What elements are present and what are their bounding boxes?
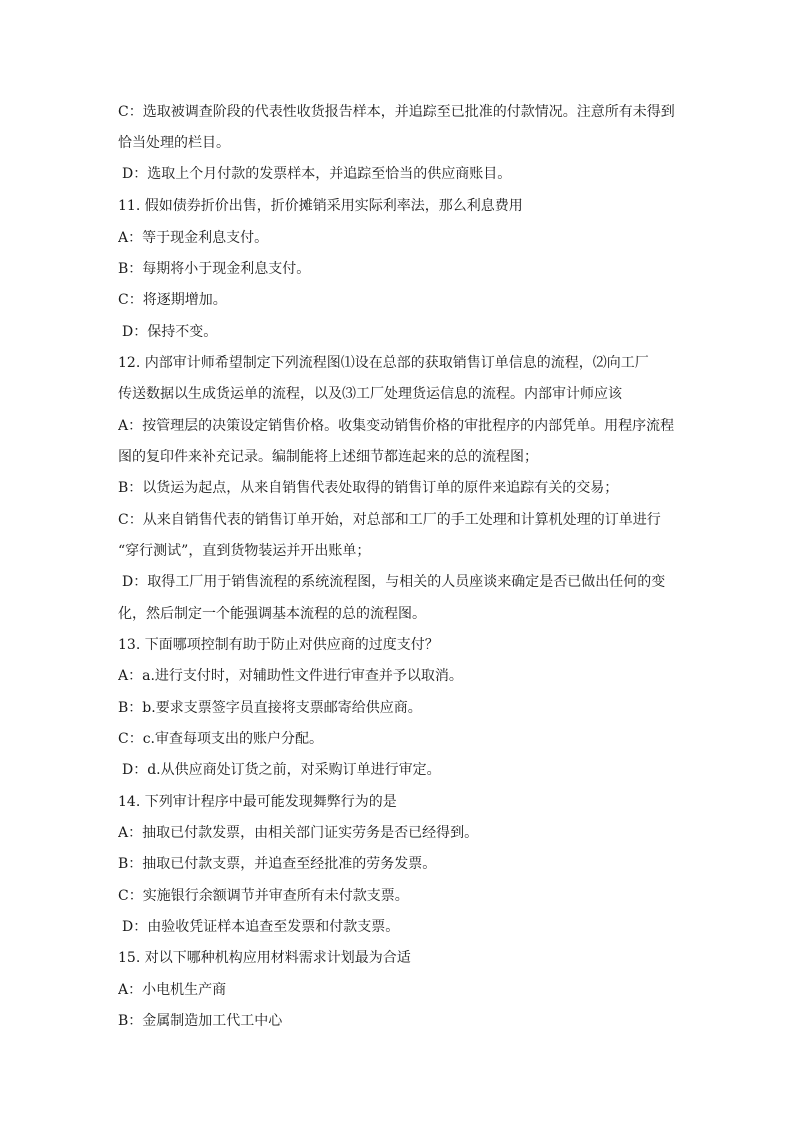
q11-option-d: D：保持不变。 (122, 324, 218, 340)
q12-option-c-line-2: “穿行测试”，直到货物装运并开出账单； (118, 543, 371, 559)
option-c-line-1: C：选取被调查阶段的代表性收货报告样本，并追踪至已批准的付款情况。注意所有未得到 (118, 104, 675, 120)
q13-option-c: C：c.审查每项支出的账户分配。 (118, 731, 324, 747)
q12-option-d-line-1: D：取得工厂用于销售流程的系统流程图，与相关的人员座谈来确定是否已做出任何的变 (122, 574, 666, 590)
q14-option-d: D：由验收凭证样本追查至发票和付款支票。 (122, 919, 400, 935)
q14-option-a: A：抽取已付款发票，由相关部门证实劳务是否已经得到。 (118, 825, 479, 841)
option-c-line-2: 恰当处理的栏目。 (118, 135, 230, 151)
option-d-line: D：选取上个月付款的发票样本，并追踪至恰当的供应商账目。 (122, 166, 512, 182)
q11-option-a: A：等于现金利息支付。 (118, 230, 269, 246)
q14-option-c: C：实施银行余额调节并审查所有未付款支票。 (118, 888, 409, 904)
q12-option-d-line-2: 化，然后制定一个能强调基本流程的总的流程图。 (118, 606, 426, 622)
question-14: 14. 下列审计程序中最可能发现舞弊行为的是 (118, 794, 397, 810)
q13-option-b: B：b.要求支票签字员直接将支票邮寄给供应商。 (118, 700, 422, 716)
q15-option-a: A：小电机生产商 (118, 982, 227, 998)
question-11: 11. 假如债券折价出售，折价摊销采用实际利率法，那么利息费用 (118, 198, 523, 214)
question-12-line-1: 12. 内部审计师希望制定下列流程图⑴设在总部的获取销售订单信息的流程，⑵向工厂 (118, 355, 649, 371)
q12-option-a-line-1: A：按管理层的决策设定销售价格。收集变动销售价格的审批程序的内部凭单。用程序流程 (118, 418, 675, 434)
q12-option-a-line-2: 图的复印件来补充记录。编制能将上述细节都连起来的总的流程图； (118, 449, 538, 465)
q11-option-c: C：将逐期增加。 (118, 292, 227, 308)
question-12-line-2: 传送数据以生成货运单的流程，以及⑶工厂处理货运信息的流程。内部审计师应该 (118, 386, 622, 402)
question-15: 15. 对以下哪种机构应用材料需求计划最为合适 (118, 950, 411, 966)
q13-option-a: A：a.进行支付时，对辅助性文件进行审查并予以取消。 (118, 668, 463, 684)
q15-option-b: B：金属制造加工代工中心 (118, 1013, 283, 1029)
question-13: 13. 下面哪项控制有助于防止对供应商的过度支付？ (118, 637, 439, 653)
q11-option-b: B：每期将小于现金利息支付。 (118, 261, 311, 277)
q14-option-b: B：抽取已付款支票，并追查至经批准的劳务发票。 (118, 856, 437, 872)
q13-option-d: D：d.从供应商处订货之前，对采购订单进行审定。 (122, 762, 441, 778)
q12-option-c-line-1: C：从来自销售代表的销售订单开始，对总部和工厂的手工处理和计算机处理的订单进行 (118, 512, 661, 528)
q12-option-b: B：以货运为起点，从来自销售代表处取得的销售订单的原件来追踪有关的交易； (118, 480, 619, 496)
